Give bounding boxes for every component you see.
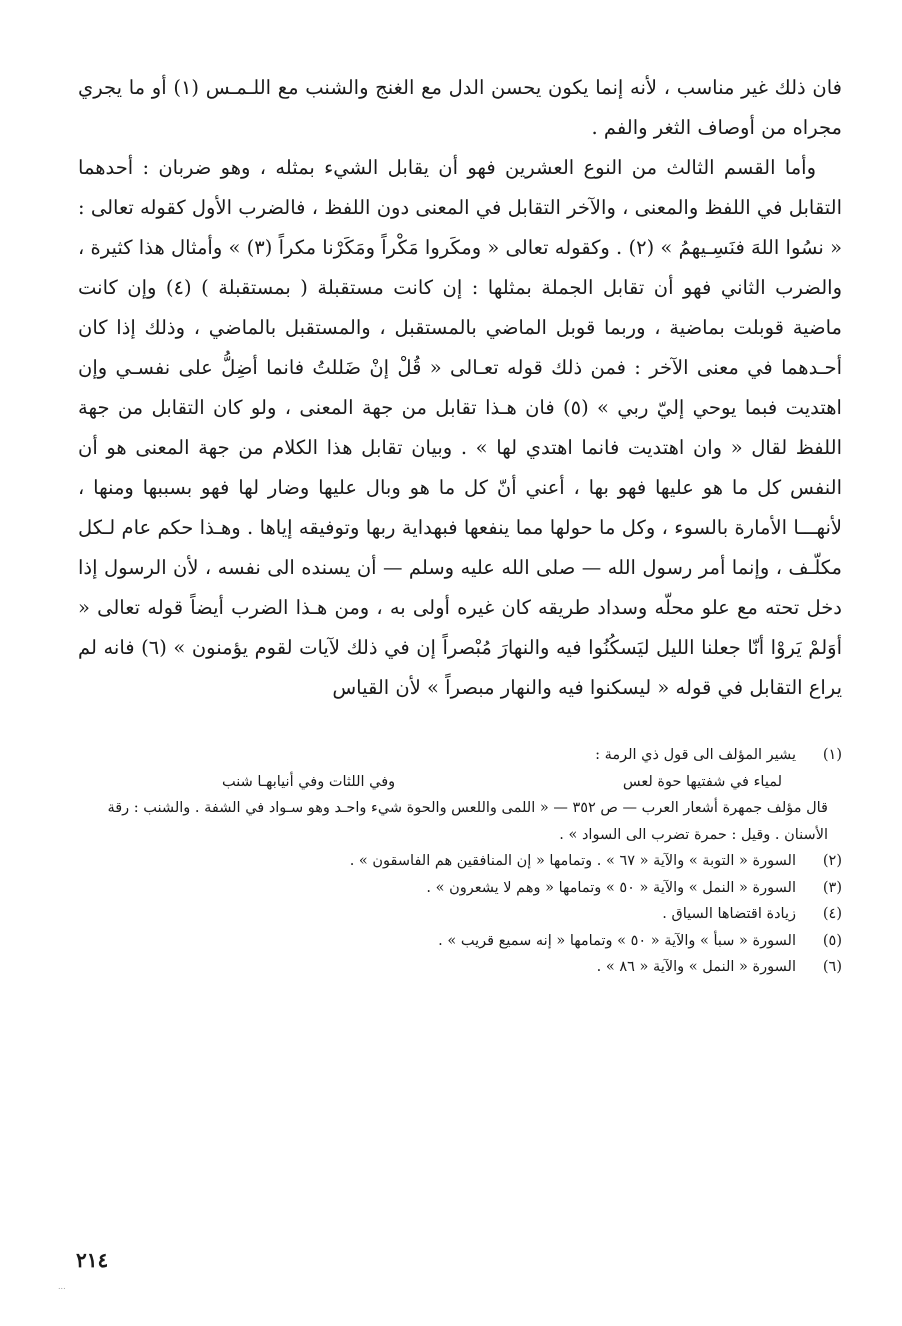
footnotes [78,742,842,981]
footnote-text: السورة « سبأ » والآية « ٥٠ » وتمامها « إنه سميع قريب » . [438,932,796,949]
footnote-6 [78,954,842,981]
footnote-number: (٢) [822,853,842,869]
footnote-number: (٣) [822,879,842,896]
footnote-3 [78,875,842,902]
footnote-1-explanation: قال مؤلف جمهرة أشعار العرب — ص ٣٥٢ — « اللمى واللعس والحوة شيء واحـد وهو سـواد في الشفة . والشنب : رقة الأسنان . وقيل : حمرة تضرب الى السواد » . [107,800,828,843]
poem-verse [222,769,782,796]
footnote-5 [78,928,842,955]
footnote-1 [78,742,842,769]
footnote-number: (١) [822,747,842,763]
paragraph-2: وأما القسم الثالث من النوع العشرين فهو أن يقابل الشيء بمثله ، وهو ضربان : أحدهما التقابل في اللفظ والمعنى ، والآخر التقابل في المعنى دون اللفظ ، فالضرب الأول كقوله تعالى : « نسُوا اللهَ فنَسِـيهمُ » (٢) . وكقوله تعالى « ومكَروا مَكْراً ومَكَرْنا مكراً (٣) » وأمثال هذا كثيرة ، والضرب الثاني فهو أن تقابل الجملة بمثلها : إن كانت مستقبلة ( بمستقبلة ) (٤) وإن كانت ماضية قوبلت بماضية ، وربما قوبل الماضي بالمستقبل ، والمستقبل بالماضي ، وذلك إذا كان أحـدهما في معنى الآخر : فمن ذلك قوله تعـالى « قُلْ إنْ ضَللتُ فانما أضِلُّ على نفسـي وإن اهتديت فبما يوحي إليّ ربي » (٥) فان هـذا تقابل من جهة المعنى ، ولو كان التقابل من جهة اللفظ لقال « وان اهتديت فانما اهتدي لها » . وبيان تقابل هذا الكلام من جهة المعنى هو أن النفس كل ما هو عليها فهو بها ، أعني أنّ كل ما هو وبال عليها وضار لها فهو بسببها ومنها ، لأنهـــا الأمارة بالسوء ، وكل ما حولها مما ينفعها فبهداية ربها وتوفيقه إياها . وهـذا حكم عام لـكل مكلّـف ، وإنما أمر رسول الله — صلى الله عليه وسلم — أن يسنده الى نفسه ، لأن الرسول إذا دخل تحته مع علو محلّه وسداد طريقه كان غيره أولى به ، ومن هـذا الضرب أيضاً قوله تعالى « أوَلمْ يَروْا أنّا جعلنا الليل ليَسكُنُوا فيه والنهارَ مُبْصراً إن في ذلك لآيات لقوم يؤمنون » (٦) فانه لم يراع التقابل في قوله « ليسكنوا فيه والنهار مبصراً » لأن القياس [78,156,843,699]
footnote-2 [78,848,842,875]
paragraph-1: فان ذلك غير مناسب ، لأنه إنما يكون يحسن الدل مع الغنج والشنب مع اللـمـس (١) أو ما يجري مجراه من أوصاف الثغر والفم . [78,76,842,139]
footnote-text: السورة « التوبة » والآية « ٦٧ » . وتمامها « إن المنافقين هم الفاسقون » . [349,853,796,869]
corner-mark: ... [58,1282,66,1291]
footnote-text: السورة « النمل » والآية « ٥٠ » وتمامها « وهم لا يشعرون » . [426,879,796,896]
page-number: ٢١٤ [76,1248,109,1272]
footnote-number: (٥) [822,932,842,949]
verse-second-hemistich: وفي اللثات وفي أنيابهـا شنب [222,773,396,790]
footnote-text: السورة « النمل » والآية « ٨٦ » . [596,959,796,975]
footnote-4 [78,901,842,928]
verse-first-hemistich: لمياء في شفتيها حوة لعس [622,773,782,790]
footnote-text: يشير المؤلف الى قول ذي الرمة : [595,747,796,763]
footnote-text: زيادة اقتضاها السياق . [662,906,796,922]
footnote-number: (٤) [822,906,842,922]
footnote-number: (٦) [822,959,842,975]
main-text [78,68,842,708]
